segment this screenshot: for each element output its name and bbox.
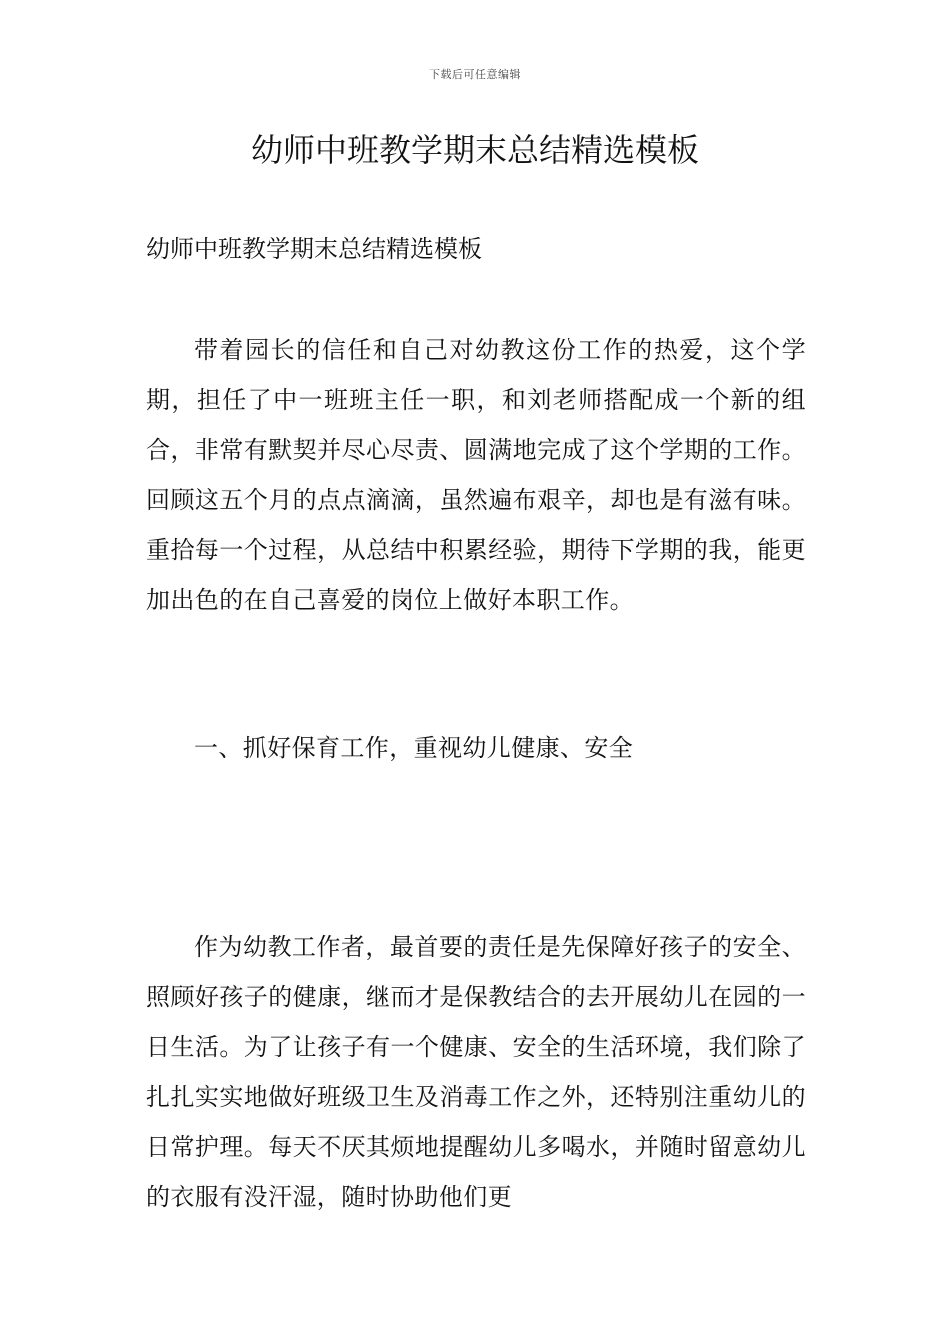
document-subtitle: 幼师中班教学期末总结精选模板 xyxy=(146,235,482,263)
document-title: 幼师中班教学期末总结精选模板 xyxy=(250,131,699,169)
section-heading: 一、抓好保育工作，重视幼儿健康、安全 xyxy=(194,734,634,762)
intro-paragraph: 带着园长的信任和自己对幼教这份工作的热爱，这个学期，担任了中一班班主任一职，和刘老师搭配成一个新的组合，非常有默契并尽心尽责、圆满地完成了这个学期的工作。回顾这五个月的点点滴滴，虽然遍布艰辛，却也是有滋有味。重拾每一个过程，从总结中积累经验，期待下学期的我，能更加出色的在自己喜爱的岗位上做好本职工作。 xyxy=(146,336,806,614)
section-body-paragraph: 作为幼教工作者，最首要的责任是先保障好孩子的安全、照顾好孩子的健康，继而才是保教结合的去开展幼儿在园的一日生活。为了让孩子有一个健康、安全的生活环境，我们除了扎扎实实地做好班级卫生及消毒工作之外，还特别注重幼儿的日常护理。每天不厌其烦地提醒幼儿多喝水，并随时留意幼儿的衣服有没汗湿，随时协助他们更 xyxy=(146,933,806,1211)
download-note: 下载后可任意编辑 xyxy=(429,68,521,81)
